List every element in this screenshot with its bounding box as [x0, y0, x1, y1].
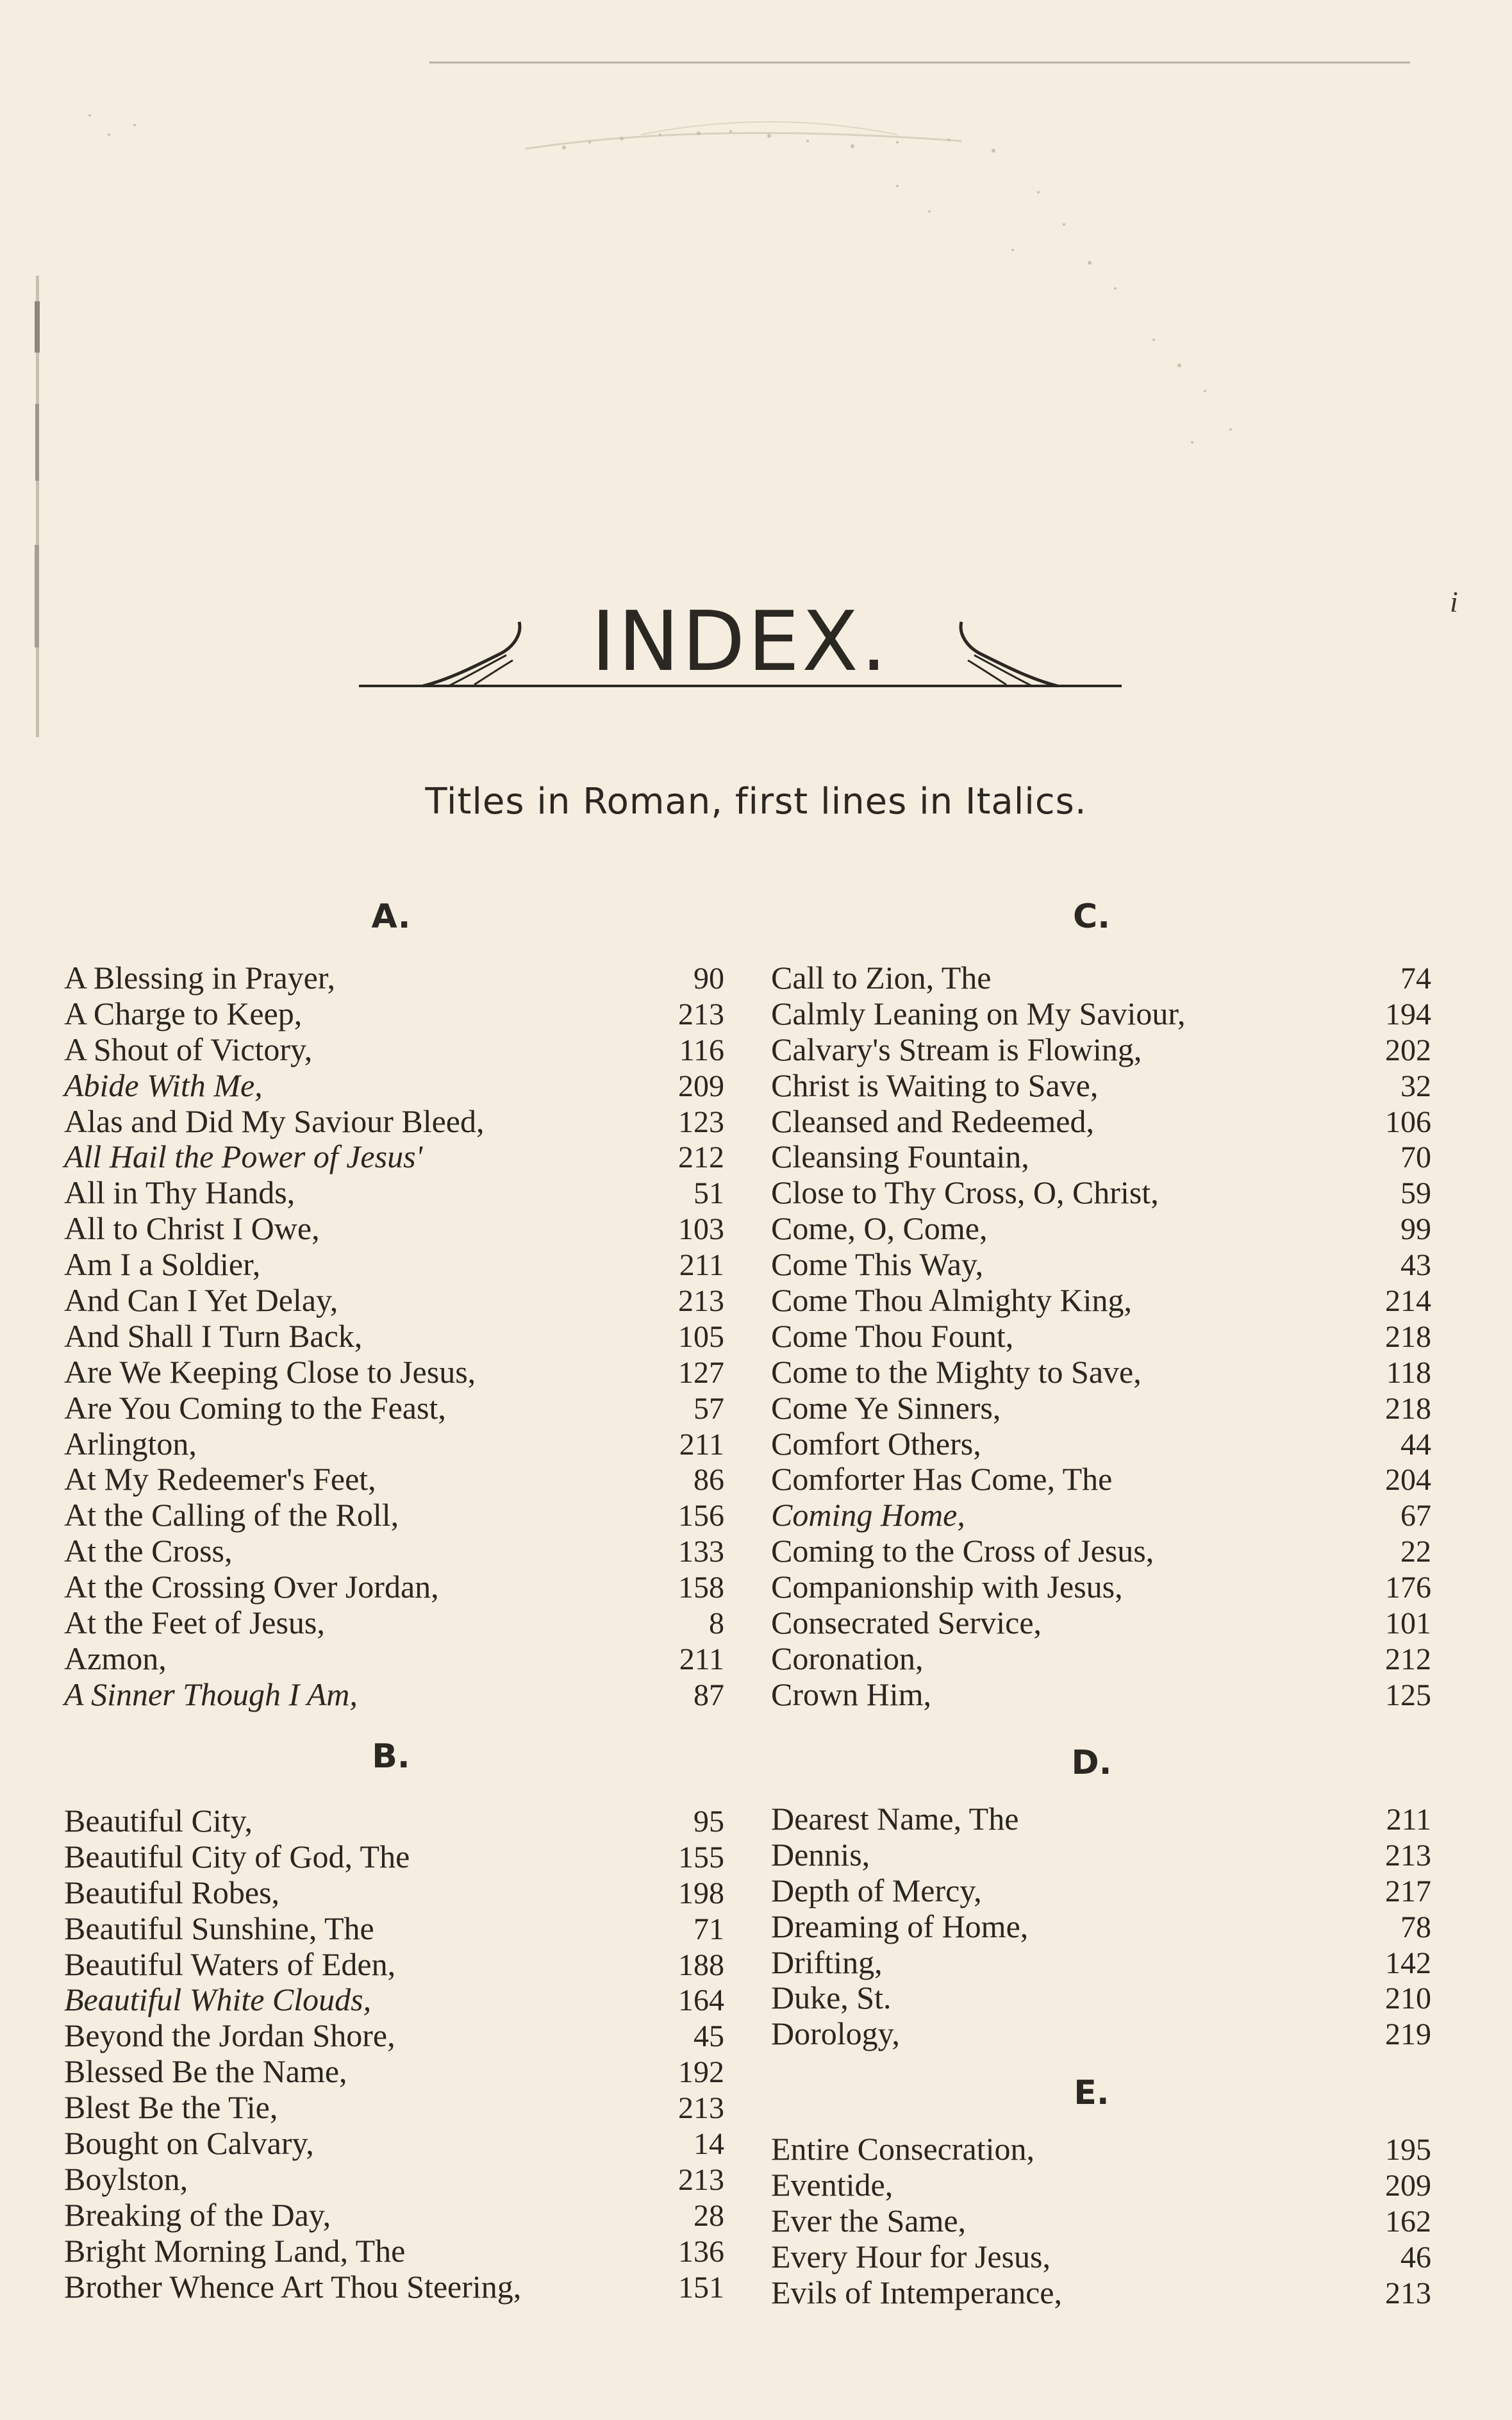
entry-title: Bright Morning Land, The [64, 2232, 406, 2269]
index-entry [771, 1801, 1431, 1837]
entry-title: At My Redeemer's Feet, [64, 1461, 376, 1498]
index-entry [64, 1390, 724, 1426]
entry-page-number: 188 [678, 1948, 724, 1982]
entry-title: Come Thou Almighty King, [771, 1282, 1132, 1319]
entry-title: Come to the Mighty to Save, [771, 1353, 1142, 1390]
index-entry [64, 1283, 724, 1319]
entry-title: Azmon, [64, 1640, 167, 1676]
binding-edge-mark [31, 276, 47, 737]
entry-page-number: 99 [1400, 1212, 1431, 1247]
index-entry [771, 1945, 1431, 1981]
entry-page-number: 213 [1385, 2276, 1431, 2310]
index-entry [64, 1875, 724, 1911]
entry-title: Beyond the Jordan Shore, [64, 2017, 395, 2054]
index-entry [771, 1032, 1431, 1068]
entry-title: Comforter Has Come, The [771, 1461, 1113, 1498]
index-heading [359, 583, 1122, 692]
index-entry [771, 1533, 1431, 1569]
entry-page-number: 214 [1385, 1284, 1431, 1319]
index-entry [64, 1947, 724, 1983]
index-entry [771, 1641, 1431, 1677]
entry-title: Alas and Did My Saviour Bleed, [64, 1103, 485, 1139]
entry-page-number: 192 [678, 2055, 724, 2090]
entry-title: Depth of Mercy, [771, 1872, 982, 1908]
entry-title: Eventide, [771, 2166, 893, 2203]
index-entry [771, 2203, 1431, 2239]
entry-page-number: 86 [694, 1463, 724, 1498]
entry-title: Come Thou Fount, [771, 1317, 1014, 1354]
index-entry [771, 1909, 1431, 1945]
index-entry [64, 2233, 724, 2269]
section-letter-a: A. [371, 897, 411, 936]
entry-page-number: 217 [1385, 1874, 1431, 1908]
index-entry [64, 1677, 724, 1713]
entry-page-number: 213 [678, 997, 724, 1031]
entry-title: Cleansed and Redeemed, [771, 1103, 1094, 1139]
index-entry [64, 1032, 724, 1068]
entry-page-number: 158 [678, 1571, 724, 1605]
entry-page-number: 70 [1400, 1140, 1431, 1175]
section-c-entries [771, 960, 1431, 1713]
entry-page-number: 213 [678, 1284, 724, 1319]
index-entry [64, 2269, 724, 2305]
index-entry [771, 1498, 1431, 1533]
index-entry [771, 2016, 1431, 2052]
entry-title: Are You Coming to the Feast, [64, 1389, 446, 1426]
section-letter-b: B. [372, 1737, 410, 1776]
entry-page-number: 195 [1385, 2133, 1431, 2167]
entry-page-number: 22 [1400, 1535, 1431, 1569]
index-entry [64, 996, 724, 1032]
index-entry [64, 1839, 724, 1875]
entry-title: Crown Him, [771, 1676, 931, 1712]
entry-title: Entire Consecration, [771, 2131, 1034, 2167]
index-entry [771, 1211, 1431, 1247]
left-column [64, 897, 724, 2346]
index-entry [64, 2090, 724, 2126]
entry-title: Dreaming of Home, [771, 1908, 1029, 1944]
index-entry [64, 1982, 724, 2018]
entry-page-number: 213 [678, 2091, 724, 2126]
entry-page-number: 71 [694, 1912, 724, 1946]
entry-title: Boylston, [64, 2160, 188, 2197]
entry-title: Blessed Be the Name, [64, 2053, 347, 2090]
entry-page-number: 105 [678, 1319, 724, 1354]
entry-page-number: 123 [678, 1105, 724, 1139]
entry-title: Call to Zion, The [771, 960, 992, 996]
entry-page-number: 198 [678, 1876, 724, 1910]
entry-title: Beautiful City, [64, 1803, 253, 1839]
entry-page-number: 210 [1385, 1982, 1431, 2016]
entry-page-number: 213 [678, 2162, 724, 2197]
index-entry [771, 2275, 1431, 2311]
entry-page-number: 202 [1385, 1033, 1431, 1067]
entry-title: Come Ye Sinners, [771, 1389, 1001, 1426]
index-entry [771, 1980, 1431, 2016]
section-letter-e: E. [1074, 2074, 1109, 2112]
index-entry [64, 1911, 724, 1947]
index-entry [771, 1569, 1431, 1605]
index-entry [64, 1533, 724, 1569]
entry-title: Breaking of the Day, [64, 2196, 331, 2233]
entry-title: Come, O, Come, [771, 1210, 988, 1247]
index-entry [771, 1247, 1431, 1283]
entry-page-number: 204 [1385, 1463, 1431, 1498]
entry-title: A Blessing in Prayer, [64, 960, 335, 996]
index-entry [771, 1355, 1431, 1390]
entry-page-number: 162 [1385, 2204, 1431, 2239]
entry-title: And Shall I Turn Back, [64, 1317, 363, 1354]
entry-title: At the Cross, [64, 1533, 233, 1569]
index-entry [64, 1175, 724, 1211]
entry-page-number: 136 [678, 2234, 724, 2269]
entry-page-number: 218 [1385, 1391, 1431, 1426]
entry-title: Every Hour for Jesus, [771, 2238, 1051, 2274]
entry-page-number: 211 [679, 1248, 724, 1283]
entry-title: Bought on Calvary, [64, 2125, 314, 2162]
section-d-entries [771, 1801, 1431, 2052]
entry-page-number: 59 [1400, 1176, 1431, 1211]
entry-title: At the Calling of the Roll, [64, 1497, 399, 1533]
entry-page-number: 151 [678, 2270, 724, 2305]
entry-title: Brother Whence Art Thou Steering, [64, 2268, 522, 2305]
entry-title: Beautiful White Clouds, [64, 1982, 372, 2018]
index-entry [64, 1569, 724, 1605]
entry-title: Evils of Intemperance, [771, 2274, 1062, 2310]
entry-title: Blest Be the Tie, [64, 2089, 278, 2126]
entry-title: Beautiful Sunshine, The [64, 1910, 374, 1946]
entry-page-number: 218 [1385, 1319, 1431, 1354]
index-entry [771, 960, 1431, 996]
entry-title: Coming Home, [771, 1497, 965, 1533]
paper-speckle-decoration [64, 96, 1282, 494]
entry-title: Consecrated Service, [771, 1605, 1042, 1641]
entry-page-number: 164 [678, 1983, 724, 2018]
index-entry [771, 1104, 1431, 1140]
index-entry [64, 1104, 724, 1140]
entry-title: Dorology, [771, 2015, 900, 2052]
entry-title: Calvary's Stream is Flowing, [771, 1031, 1142, 1067]
entry-title: A Shout of Victory, [64, 1031, 313, 1067]
index-entry [64, 1355, 724, 1390]
index-entry [771, 1319, 1431, 1355]
entry-page-number: 155 [678, 1840, 724, 1874]
section-e-entries [771, 2132, 1431, 2310]
entry-page-number: 133 [678, 1535, 724, 1569]
index-entry [64, 1426, 724, 1462]
section-letter-c: C. [1073, 897, 1110, 936]
index-entry [64, 2126, 724, 2162]
index-entry [771, 2132, 1431, 2167]
entry-title: All Hail the Power of Jesus' [64, 1139, 423, 1175]
page-mark: i [1450, 585, 1458, 618]
entry-page-number: 127 [678, 1355, 724, 1390]
entry-page-number: 67 [1400, 1499, 1431, 1533]
entry-page-number: 51 [694, 1176, 724, 1211]
entry-title: All to Christ I Owe, [64, 1210, 320, 1247]
entry-page-number: 87 [694, 1678, 724, 1712]
entry-title: Are We Keeping Close to Jesus, [64, 1353, 476, 1390]
index-entry [771, 1605, 1431, 1641]
entry-page-number: 101 [1385, 1606, 1431, 1641]
entry-title: Ever the Same, [771, 2202, 967, 2239]
entry-page-number: 46 [1400, 2240, 1431, 2274]
entry-title: Cleansing Fountain, [771, 1139, 1029, 1175]
entry-page-number: 90 [694, 962, 724, 996]
entry-page-number: 45 [694, 2019, 724, 2054]
index-entry [64, 1319, 724, 1355]
entry-page-number: 212 [1385, 1642, 1431, 1676]
entry-title: A Charge to Keep, [64, 995, 303, 1031]
entry-page-number: 118 [1386, 1355, 1431, 1390]
index-entry [64, 2162, 724, 2198]
entry-page-number: 211 [679, 1642, 724, 1676]
index-entry [771, 1283, 1431, 1319]
entry-page-number: 209 [1385, 2168, 1431, 2203]
entry-title: Calmly Leaning on My Saviour, [771, 995, 1186, 1031]
index-entry [771, 1139, 1431, 1175]
section-a-entries [64, 960, 724, 1713]
index-entry [64, 1498, 724, 1533]
entry-page-number: 211 [1386, 1803, 1431, 1837]
entry-page-number: 213 [1385, 1838, 1431, 1873]
index-subtitle: Titles in Roman, first lines in Italics. [425, 781, 1087, 822]
page-title: INDEX. [591, 594, 890, 690]
entry-page-number: 14 [694, 2127, 724, 2162]
entry-title: Dennis, [771, 1836, 870, 1873]
entry-title: Am I a Soldier, [64, 1246, 261, 1283]
entry-title: And Can I Yet Delay, [64, 1282, 338, 1319]
entry-title: Beautiful Robes, [64, 1874, 280, 1910]
entry-page-number: 176 [1385, 1571, 1431, 1605]
entry-title: Drifting, [771, 1944, 883, 1980]
entry-title: All in Thy Hands, [64, 1174, 295, 1211]
entry-page-number: 44 [1400, 1427, 1431, 1462]
index-entry [771, 1175, 1431, 1211]
index-entry [64, 1068, 724, 1104]
index-entry [64, 2018, 724, 2054]
entry-page-number: 103 [678, 1212, 724, 1247]
index-entry [771, 2167, 1431, 2203]
section-letter-d: D. [1071, 1744, 1112, 1782]
index-entry [64, 1641, 724, 1677]
entry-title: Duke, St. [771, 1980, 892, 2016]
right-column [771, 897, 1431, 2346]
index-entry [64, 2198, 724, 2233]
index-entry [771, 1390, 1431, 1426]
entry-page-number: 219 [1385, 2017, 1431, 2052]
index-entry [64, 1803, 724, 1839]
entry-title: A Sinner Though I Am, [64, 1676, 358, 1712]
index-entry [64, 1211, 724, 1247]
entry-page-number: 156 [678, 1499, 724, 1533]
entry-page-number: 116 [679, 1033, 724, 1067]
entry-page-number: 142 [1385, 1946, 1431, 1980]
entry-title: Christ is Waiting to Save, [771, 1067, 1099, 1103]
entry-title: Beautiful Waters of Eden, [64, 1946, 396, 1982]
index-entry [771, 1837, 1431, 1873]
entry-page-number: 74 [1400, 962, 1431, 996]
index-entry [64, 960, 724, 996]
entry-title: Coming to the Cross of Jesus, [771, 1533, 1154, 1569]
entry-page-number: 212 [678, 1140, 724, 1175]
index-entry [771, 1677, 1431, 1713]
index-entry [771, 1462, 1431, 1498]
entry-page-number: 32 [1400, 1069, 1431, 1103]
index-entry [771, 1873, 1431, 1909]
entry-title: Close to Thy Cross, O, Christ, [771, 1174, 1159, 1211]
entry-page-number: 57 [694, 1391, 724, 1426]
entry-title: Coronation, [771, 1640, 924, 1676]
entry-page-number: 78 [1400, 1910, 1431, 1944]
entry-title: Companionship with Jesus, [771, 1569, 1123, 1605]
entry-title: Comfort Others, [771, 1425, 981, 1462]
index-entry [771, 996, 1431, 1032]
section-b-entries [64, 1803, 724, 2305]
entry-page-number: 106 [1385, 1105, 1431, 1139]
entry-title: Abide With Me, [64, 1067, 263, 1103]
entry-page-number: 194 [1385, 997, 1431, 1031]
entry-page-number: 43 [1400, 1248, 1431, 1283]
index-entry [64, 1605, 724, 1641]
index-entry [771, 2239, 1431, 2275]
entry-title: Dearest Name, The [771, 1801, 1019, 1837]
entry-page-number: 95 [694, 1805, 724, 1839]
entry-page-number: 209 [678, 1069, 724, 1103]
index-entry [771, 1068, 1431, 1104]
entry-title: Arlington, [64, 1425, 197, 1462]
entry-title: At the Crossing Over Jordan, [64, 1569, 439, 1605]
entry-page-number: 28 [694, 2198, 724, 2233]
index-entry [64, 1247, 724, 1283]
entry-title: Beautiful City of God, The [64, 1838, 410, 1874]
index-entry [64, 1462, 724, 1498]
index-entry [771, 1426, 1431, 1462]
index-entry [64, 1139, 724, 1175]
entry-page-number: 8 [709, 1606, 724, 1641]
entry-title: Come This Way, [771, 1246, 984, 1283]
entry-page-number: 211 [679, 1427, 724, 1462]
top-rule [429, 62, 1410, 63]
entry-title: At the Feet of Jesus, [64, 1605, 325, 1641]
index-entry [64, 2054, 724, 2090]
entry-page-number: 125 [1385, 1678, 1431, 1712]
